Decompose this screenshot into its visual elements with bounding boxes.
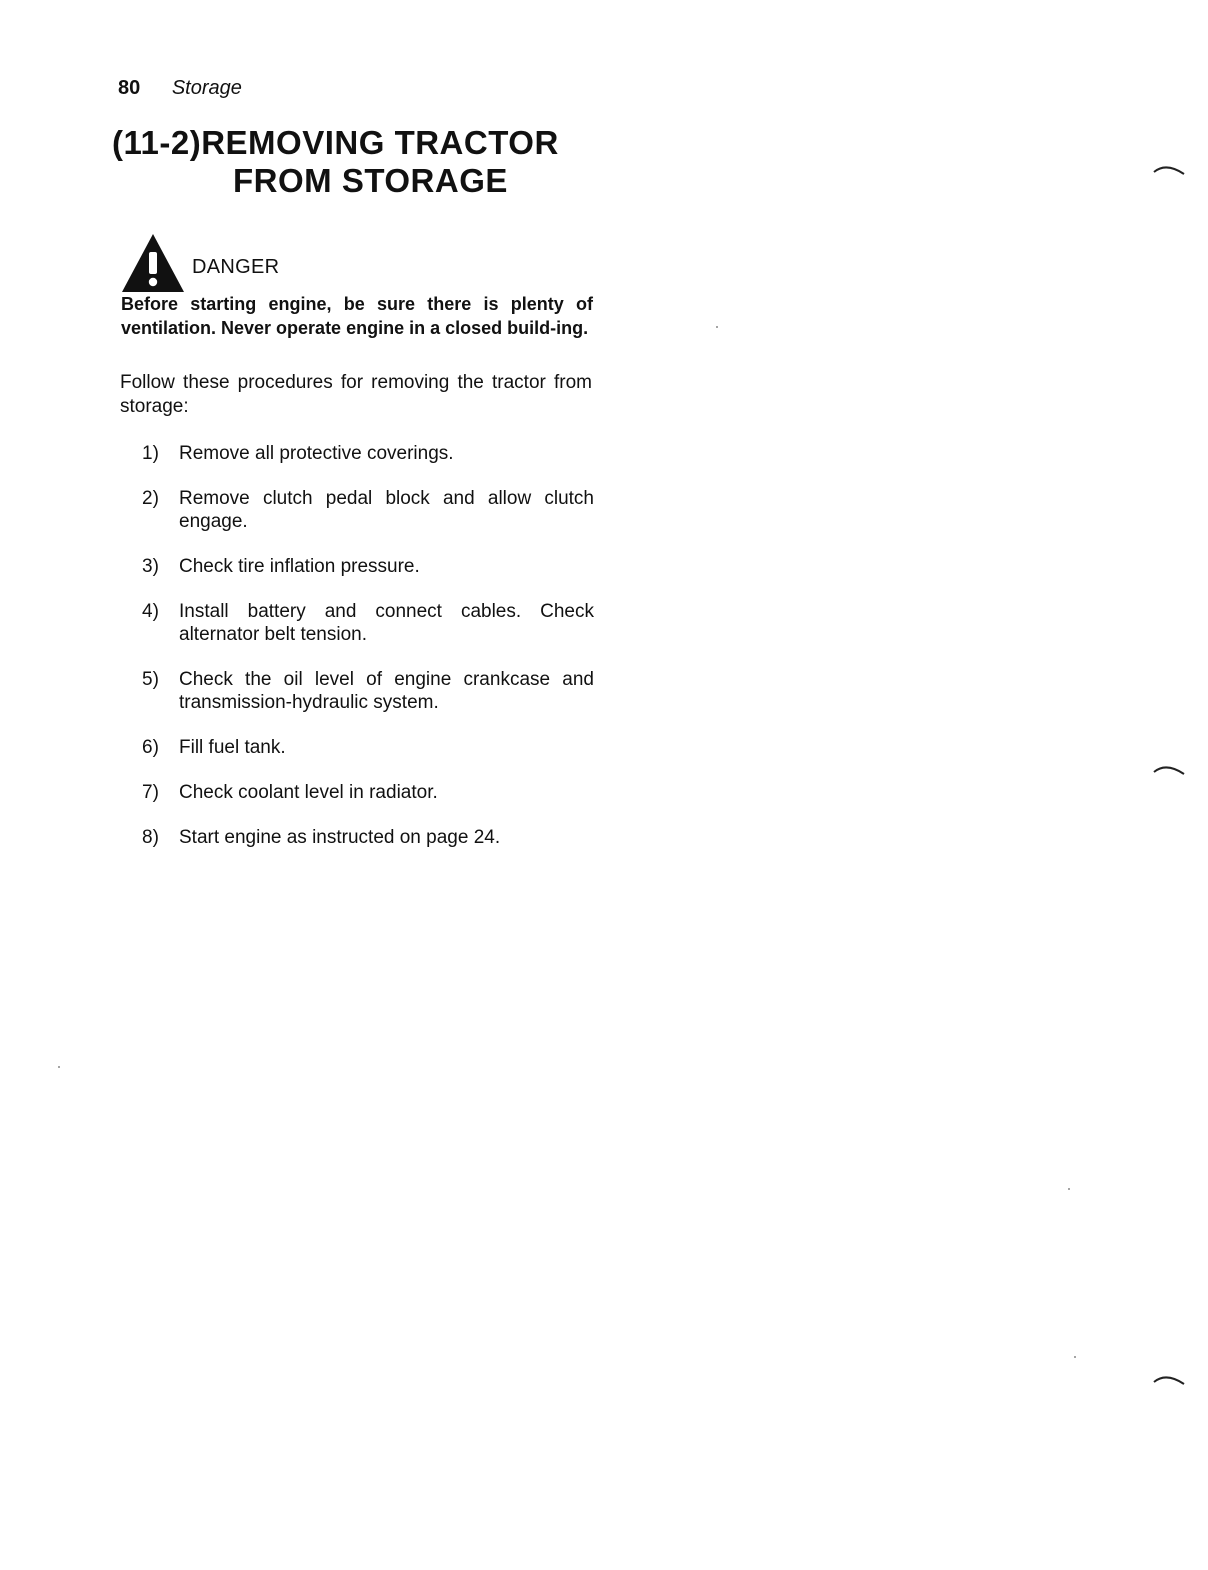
title-line-1: REMOVING TRACTOR — [201, 124, 559, 161]
page-number: 80 — [118, 77, 141, 99]
binder-hole-mark — [1152, 1370, 1186, 1386]
procedure-list — [142, 442, 594, 871]
step-number: 7) — [142, 782, 159, 803]
danger-label: DANGER — [192, 255, 280, 278]
list-item — [142, 487, 594, 533]
section-number: (11-2) — [112, 124, 202, 161]
step-text: Remove all protective coverings. — [179, 443, 454, 464]
list-item — [142, 826, 594, 849]
title-line-2: FROM STORAGE — [233, 162, 508, 199]
scan-speck — [1068, 1188, 1070, 1190]
list-item — [142, 600, 594, 646]
scan-speck — [58, 1066, 60, 1068]
step-text: Check tire inflation pressure. — [179, 556, 420, 577]
section-name: Storage — [171, 77, 242, 99]
step-number: 1) — [142, 443, 159, 464]
step-number: 6) — [142, 737, 159, 758]
list-item — [142, 781, 594, 804]
step-text: Check the oil level of engine crankcase and transmission-hydraulic system. — [179, 669, 594, 713]
warning-triangle-icon — [120, 232, 186, 294]
step-number: 8) — [142, 827, 159, 848]
step-number: 2) — [142, 488, 159, 509]
list-item — [142, 442, 594, 465]
binder-hole-mark — [1152, 160, 1186, 176]
danger-heading — [120, 232, 279, 294]
binder-hole-mark — [1152, 760, 1186, 776]
step-text: Install battery and connect cables. Check alternator belt tension. — [179, 601, 594, 645]
step-text: Fill fuel tank. — [179, 737, 286, 758]
page-header — [118, 76, 242, 100]
step-number: 4) — [142, 601, 159, 622]
danger-warning-text: Before starting engine, be sure there is plenty of ventilation. Never operate engine in a closed build-ing. — [121, 294, 593, 338]
list-item — [142, 736, 594, 759]
scan-speck — [716, 326, 718, 328]
step-text: Remove clutch pedal block and allow clutch engage. — [179, 488, 594, 532]
list-item — [142, 555, 594, 578]
intro-paragraph: Follow these procedures for removing the tractor from storage: — [120, 372, 592, 417]
page-title — [112, 124, 559, 200]
step-text: Start engine as instructed on page 24. — [179, 827, 501, 848]
list-item — [142, 668, 594, 714]
step-number: 5) — [142, 669, 159, 690]
step-text: Check coolant level in radiator. — [179, 782, 438, 803]
step-number: 3) — [142, 556, 159, 577]
scan-speck — [1074, 1356, 1076, 1358]
